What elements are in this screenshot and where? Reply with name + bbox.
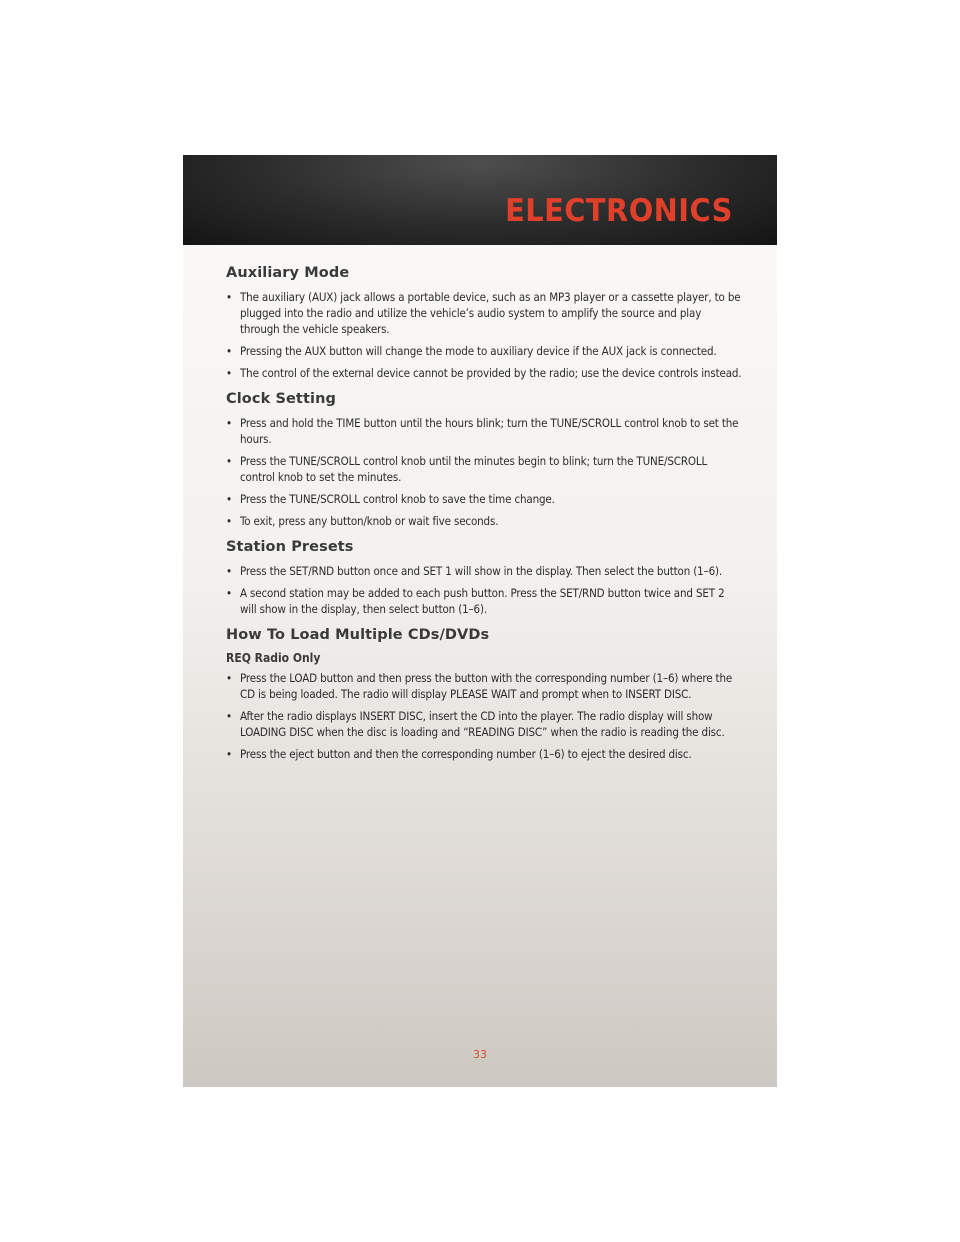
section-heading: How To Load Multiple CDs/DVDs — [226, 627, 490, 643]
list-item: • After the radio displays INSERT DISC, insert the CD into the player. The radio display will show LOADING DISC when the disc is loading and “READING DISC” when the radio is reading the disc. — [226, 708, 742, 740]
bullet-list — [226, 563, 742, 617]
page-number: 33 — [473, 1048, 487, 1061]
bullet-list — [226, 289, 742, 381]
manual-page — [183, 155, 777, 1087]
list-item: • Press the SET/RND button once and SET 1 will show in the display. Then select the button (1–6). — [226, 563, 742, 579]
list-item: • The control of the external device cannot be provided by the radio; use the device controls instead. — [226, 365, 742, 381]
section-clock-setting — [226, 391, 742, 529]
list-item: • Press the TUNE/SCROLL control knob until the minutes begin to blink; turn the TUNE/SCROLL control knob to set the minutes. — [226, 453, 742, 485]
section-subheading: REQ Radio Only — [226, 651, 321, 665]
list-item: • The auxiliary (AUX) jack allows a portable device, such as an MP3 player or a cassette player, to be plugged into the radio and utilize the vehicle’s audio system to amplify the source and play through the vehicle speakers. — [226, 289, 742, 337]
bullet-list — [226, 415, 742, 529]
section-heading: Auxiliary Mode — [226, 265, 350, 281]
bullet-list — [226, 670, 742, 762]
section-station-presets — [226, 539, 742, 617]
list-item: • Press the TUNE/SCROLL control knob to save the time change. — [226, 491, 742, 507]
list-item: • Press the eject button and then the corresponding number (1–6) to eject the desired disc. — [226, 746, 742, 762]
page-header — [183, 155, 777, 245]
section-load-multiple-cds — [226, 627, 742, 762]
list-item: • To exit, press any button/knob or wait five seconds. — [226, 513, 742, 529]
list-item: • Press and hold the TIME button until the hours blink; turn the TUNE/SCROLL control knob to set the hours. — [226, 415, 742, 447]
list-item: • Pressing the AUX button will change the mode to auxiliary device if the AUX jack is connected. — [226, 343, 742, 359]
section-heading: Station Presets — [226, 539, 354, 555]
page-content — [226, 265, 742, 772]
section-heading: Clock Setting — [226, 391, 336, 407]
list-item: • A second station may be added to each push button. Press the SET/RND button twice and SET 2 will show in the display, then select button (1–6). — [226, 585, 742, 617]
section-auxiliary-mode — [226, 265, 742, 381]
section-title: ELECTRONICS — [505, 193, 733, 229]
list-item: • Press the LOAD button and then press the button with the corresponding number (1–6) where the CD is being loaded. The radio will display PLEASE WAIT and prompt when to INSERT DISC. — [226, 670, 742, 702]
